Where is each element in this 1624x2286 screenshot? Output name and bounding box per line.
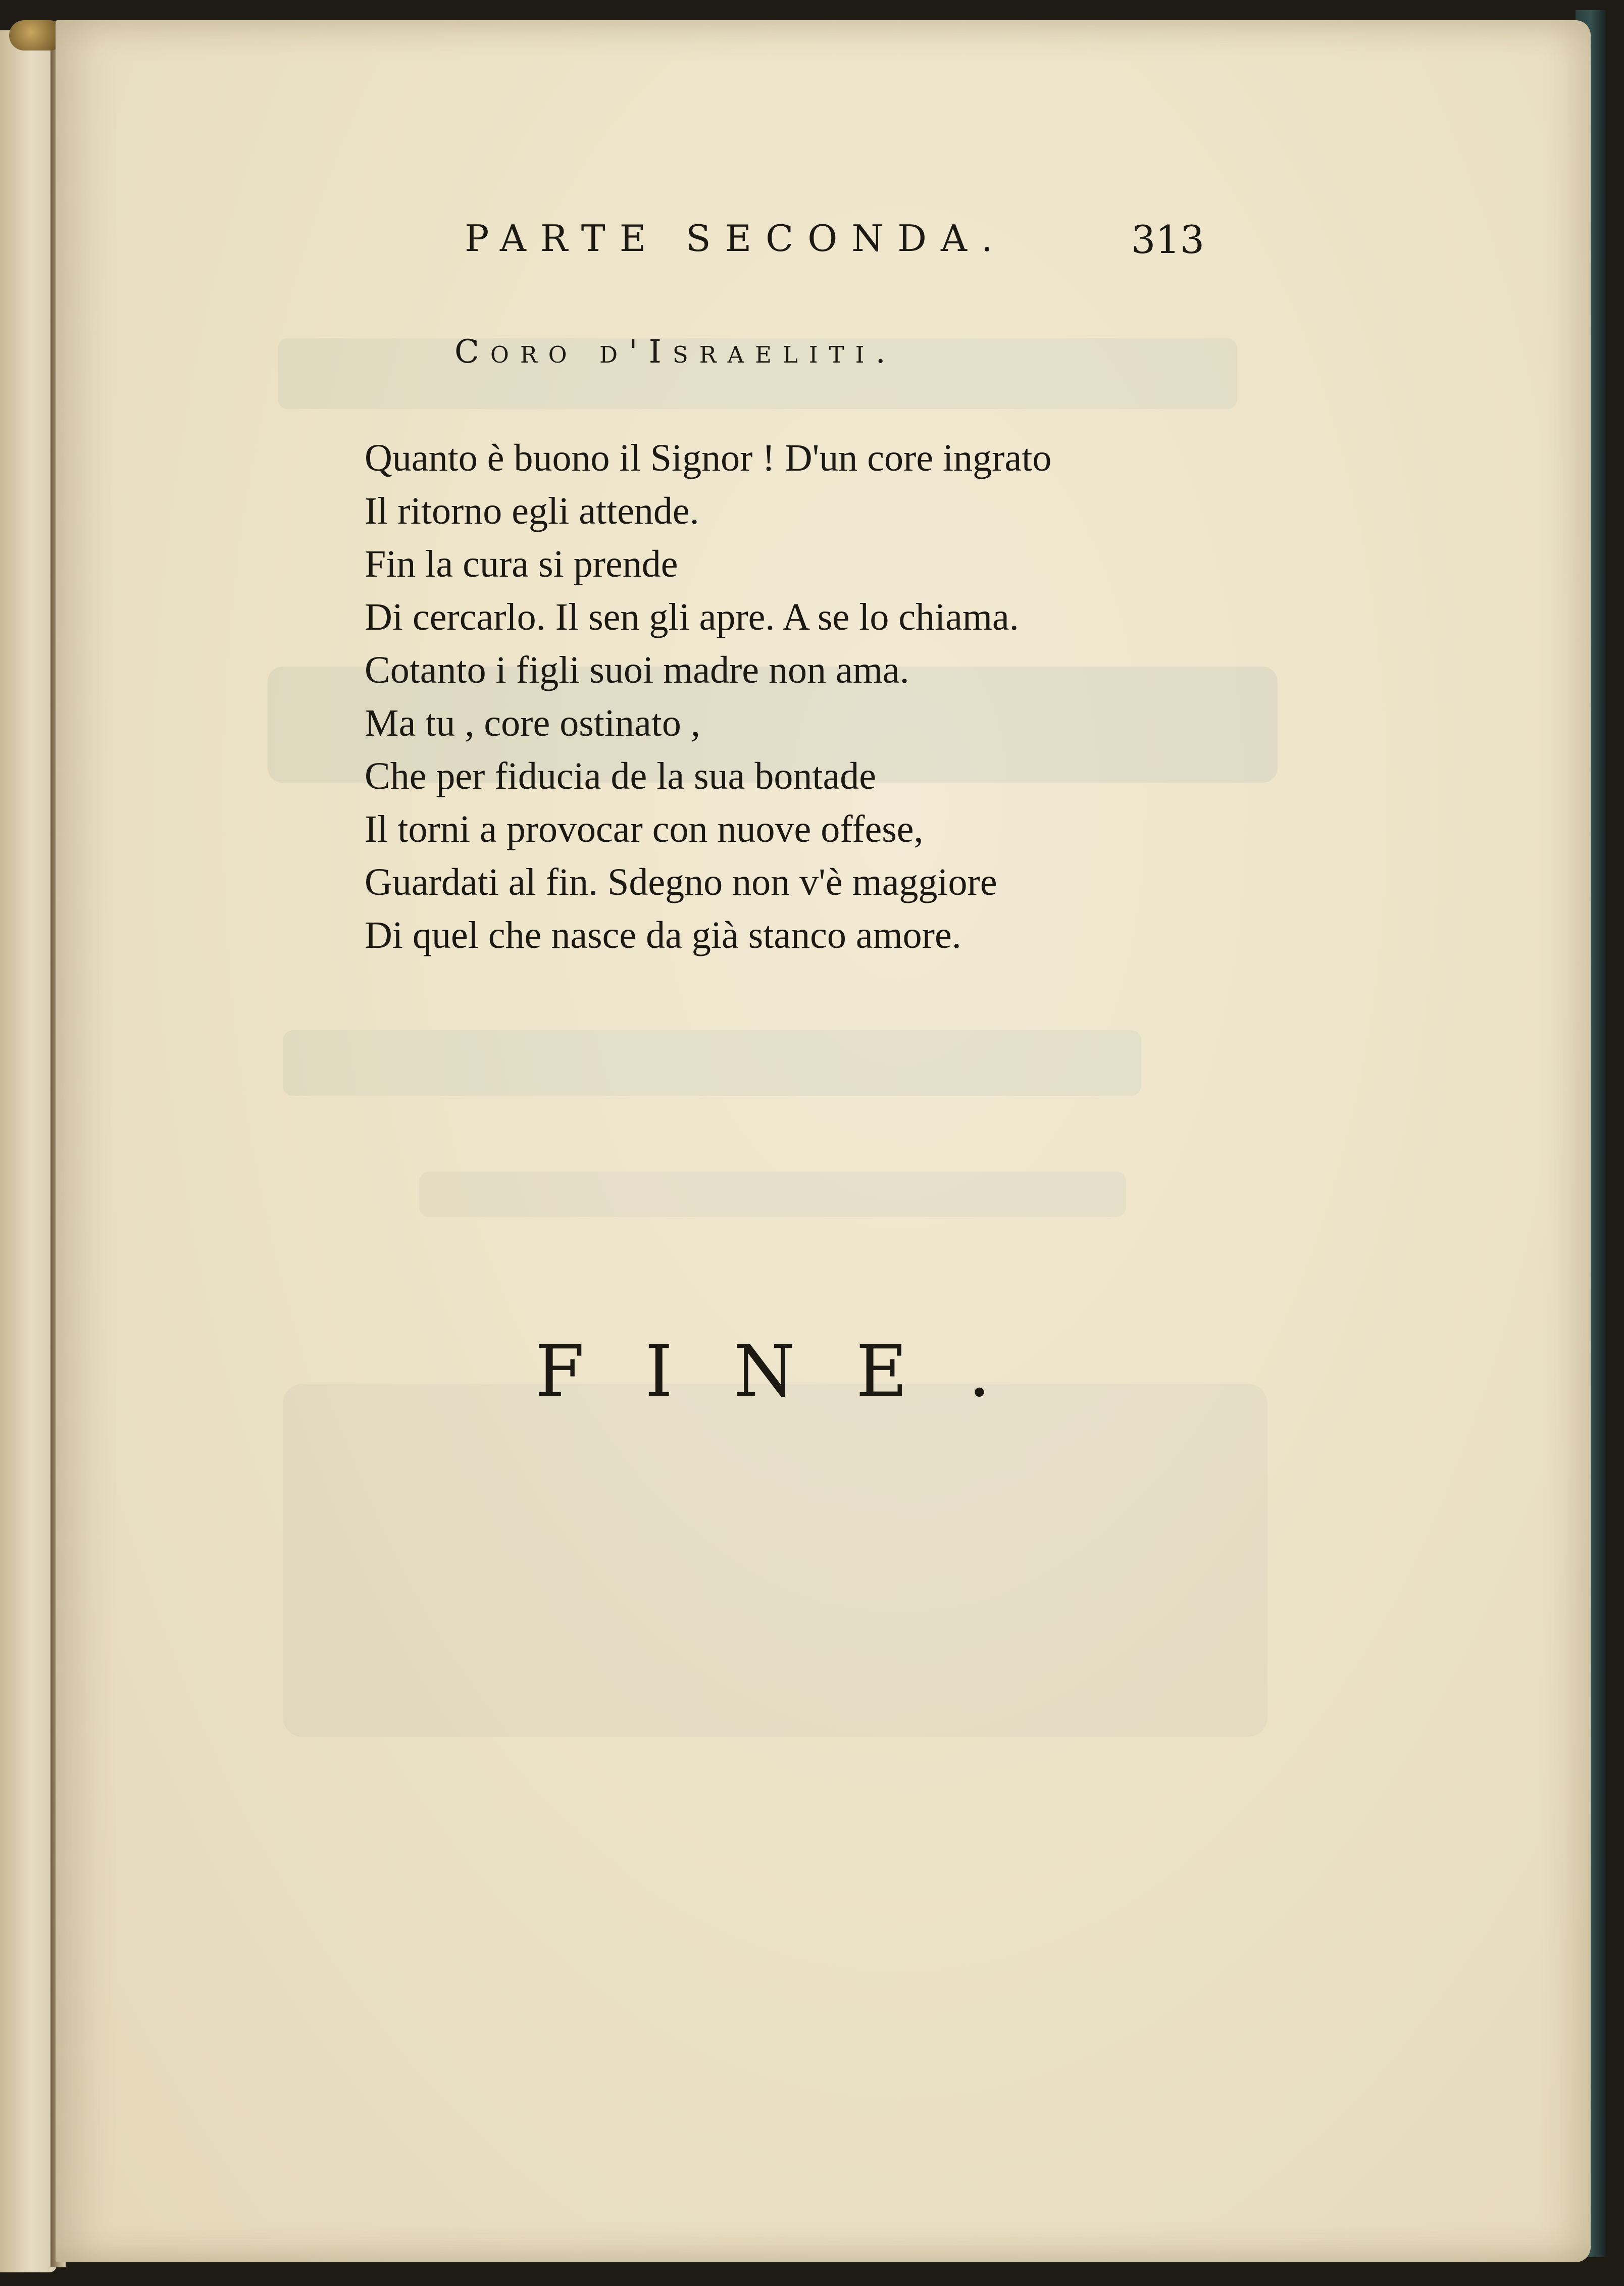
section-heading: Coro d'Israeliti. [454, 333, 897, 371]
poem-line: Che per fiducia de la sua bontade [365, 755, 876, 797]
poem-line: Di cercarlo. Il sen gli apre. A se lo chiama. [365, 596, 1019, 638]
previous-page-edge [0, 30, 57, 2272]
poem-line: Ma tu , core ostinato , [365, 702, 700, 744]
poem-line: Il torni a provocar con nuove offese, [365, 808, 924, 850]
running-head [409, 207, 1278, 268]
poem-line: Guardati al fin. Sdegno non v'è maggiore [365, 861, 997, 903]
poem-line: Fin la cura si prende [365, 543, 678, 585]
poem-line: Cotanto i figli suoi madre non ama. [365, 649, 909, 691]
book-page [56, 20, 1591, 2262]
running-title: PARTE SECONDA. [465, 217, 1007, 260]
finis-heading: FINE. [535, 1331, 1051, 1413]
page-number: 313 [1131, 217, 1205, 262]
poem-line: Di quel che nasce da già stanco amore. [365, 914, 961, 956]
poem [365, 432, 1274, 962]
poem-line: Quanto è buono il Signor ! D'un core ingrato [365, 437, 1052, 479]
poem-line: Il ritorno egli attende. [365, 490, 699, 532]
